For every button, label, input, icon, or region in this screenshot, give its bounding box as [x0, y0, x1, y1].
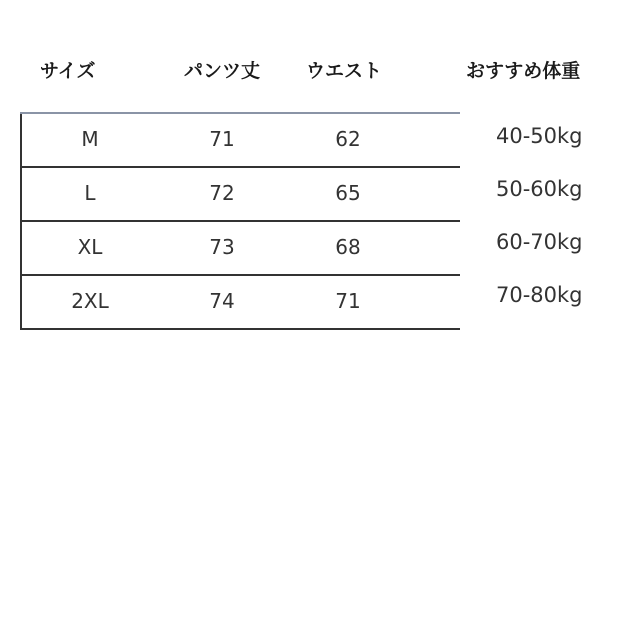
table-row	[20, 222, 460, 276]
table-row	[20, 168, 460, 222]
size-cell: L	[84, 181, 96, 205]
waist-cell: 62	[335, 127, 361, 151]
size-cell: XL	[77, 235, 103, 259]
weight-cell: 40-50kg	[496, 124, 583, 148]
pants-length-cell: 73	[209, 235, 235, 259]
waist-cell: 65	[335, 181, 361, 205]
pants-length-cell: 74	[209, 289, 235, 313]
header-recommended-weight: おすすめ体重	[466, 60, 581, 82]
header-pants-length: パンツ丈	[184, 60, 261, 82]
header-size: サイズ	[40, 60, 96, 82]
size-cell: M	[81, 127, 99, 151]
waist-cell: 71	[335, 289, 361, 313]
weight-cell: 50-60kg	[496, 177, 583, 201]
waist-cell: 68	[335, 235, 361, 259]
size-table	[20, 112, 460, 330]
weight-column	[496, 112, 636, 324]
table-row	[20, 276, 460, 330]
pants-length-cell: 72	[209, 181, 235, 205]
header-waist: ウエスト	[306, 60, 383, 82]
size-cell: 2XL	[71, 289, 109, 313]
pants-length-cell: 71	[209, 127, 235, 151]
weight-cell: 60-70kg	[496, 230, 583, 254]
weight-cell: 70-80kg	[496, 283, 583, 307]
table-row	[20, 114, 460, 168]
